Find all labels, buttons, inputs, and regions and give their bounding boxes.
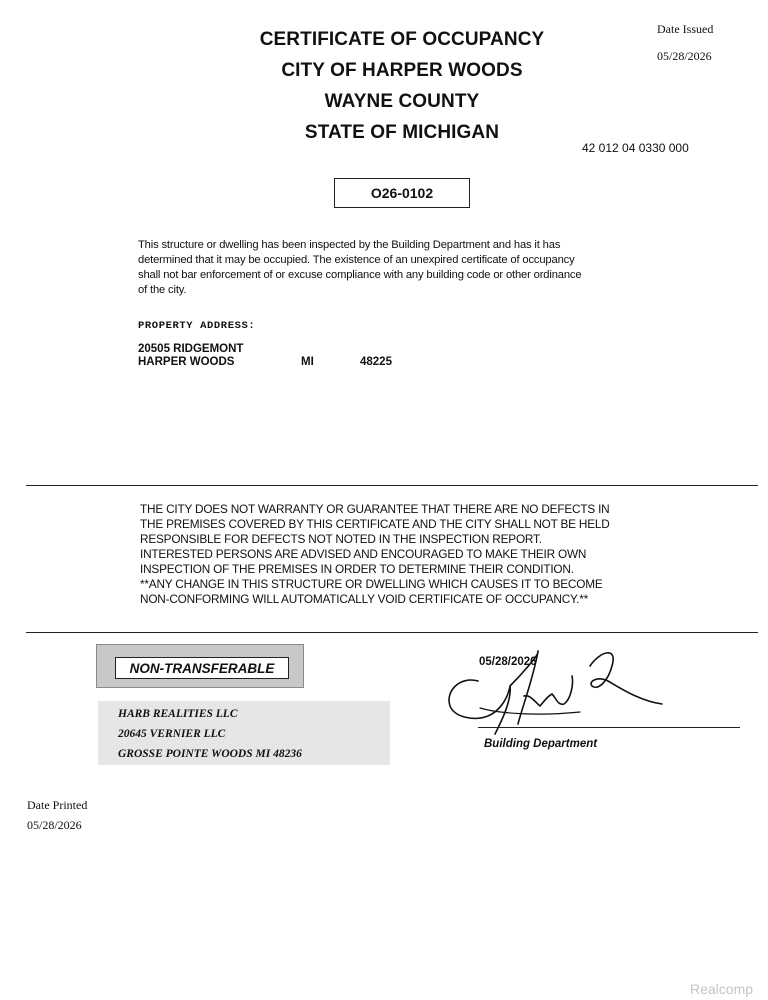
building-department-label: Building Department (484, 738, 598, 750)
non-transferable-badge (96, 644, 304, 688)
statement-line: determined that it may be occupied. The existence of an unexpired certificate of occupancy (138, 254, 575, 266)
handwritten-signature (440, 646, 690, 736)
divider-bottom (26, 632, 758, 633)
owner-address: 20645 VERNIER LLC (118, 728, 226, 740)
property-zip: 48225 (360, 356, 392, 368)
date-issued-value: 05/28/2026 (657, 49, 712, 63)
inspection-statement (138, 238, 678, 298)
date-printed-label: Date Printed (27, 798, 88, 812)
disclaimer-line: **ANY CHANGE IN THIS STRUCTURE OR DWELLING WHICH CAUSES IT TO BECOME (140, 577, 603, 591)
disclaimer (140, 502, 700, 607)
title-line-2: CITY OF HARPER WOODS (281, 60, 523, 81)
property-state: MI (301, 356, 314, 368)
disclaimer-line: INTERESTED PERSONS ARE ADVISED AND ENCOURAGED TO MAKE THEIR OWN (140, 547, 587, 561)
property-city: HARPER WOODS (138, 356, 235, 368)
signature-date: 05/28/2026 (479, 656, 537, 668)
statement-line: This structure or dwelling has been inspected by the Building Department and has it has (138, 239, 561, 251)
disclaimer-line: THE PREMISES COVERED BY THIS CERTIFICATE AND THE CITY SHALL NOT BE HELD (140, 517, 610, 531)
realcomp-watermark: Realcomp (690, 981, 754, 997)
signature-line (478, 727, 740, 728)
disclaimer-line: RESPONSIBLE FOR DEFECTS NOT NOTED IN THE INSPECTION REPORT. (140, 532, 542, 546)
disclaimer-line: NON-CONFORMING WILL AUTOMATICALLY VOID CERTIFICATE OF OCCUPANCY.** (140, 592, 589, 606)
property-address-label: PROPERTY ADDRESS: (138, 320, 256, 332)
certificate-number: O26-0102 (370, 185, 434, 201)
title-line-1: CERTIFICATE OF OCCUPANCY (259, 29, 545, 50)
statement-line: shall not bar enforcement of or excuse compliance with any building code or other ordinance (138, 269, 582, 281)
date-printed-value: 05/28/2026 (27, 818, 82, 832)
disclaimer-line: THE CITY DOES NOT WARRANTY OR GUARANTEE THAT THERE ARE NO DEFECTS IN (140, 502, 610, 516)
owner-city-line: GROSSE POINTE WOODS MI 48236 (118, 748, 302, 760)
divider-top (26, 485, 758, 486)
non-transferable-label: NON-TRANSFERABLE (115, 657, 289, 679)
title-line-3: WAYNE COUNTY (324, 91, 480, 112)
title-line-4: STATE OF MICHIGAN (304, 122, 500, 143)
parcel-number: 42 012 04 0330 000 (582, 141, 689, 155)
date-issued-label: Date Issued (657, 22, 714, 36)
statement-line: of the city. (138, 284, 187, 296)
disclaimer-line: INSPECTION OF THE PREMISES IN ORDER TO DETERMINE THEIR CONDITION. (140, 562, 574, 576)
property-street: 20505 RIDGEMONT (138, 343, 244, 355)
certificate-number-box (334, 178, 470, 208)
owner-name: HARB REALITIES LLC (118, 708, 238, 720)
owner-address-block (98, 701, 390, 765)
